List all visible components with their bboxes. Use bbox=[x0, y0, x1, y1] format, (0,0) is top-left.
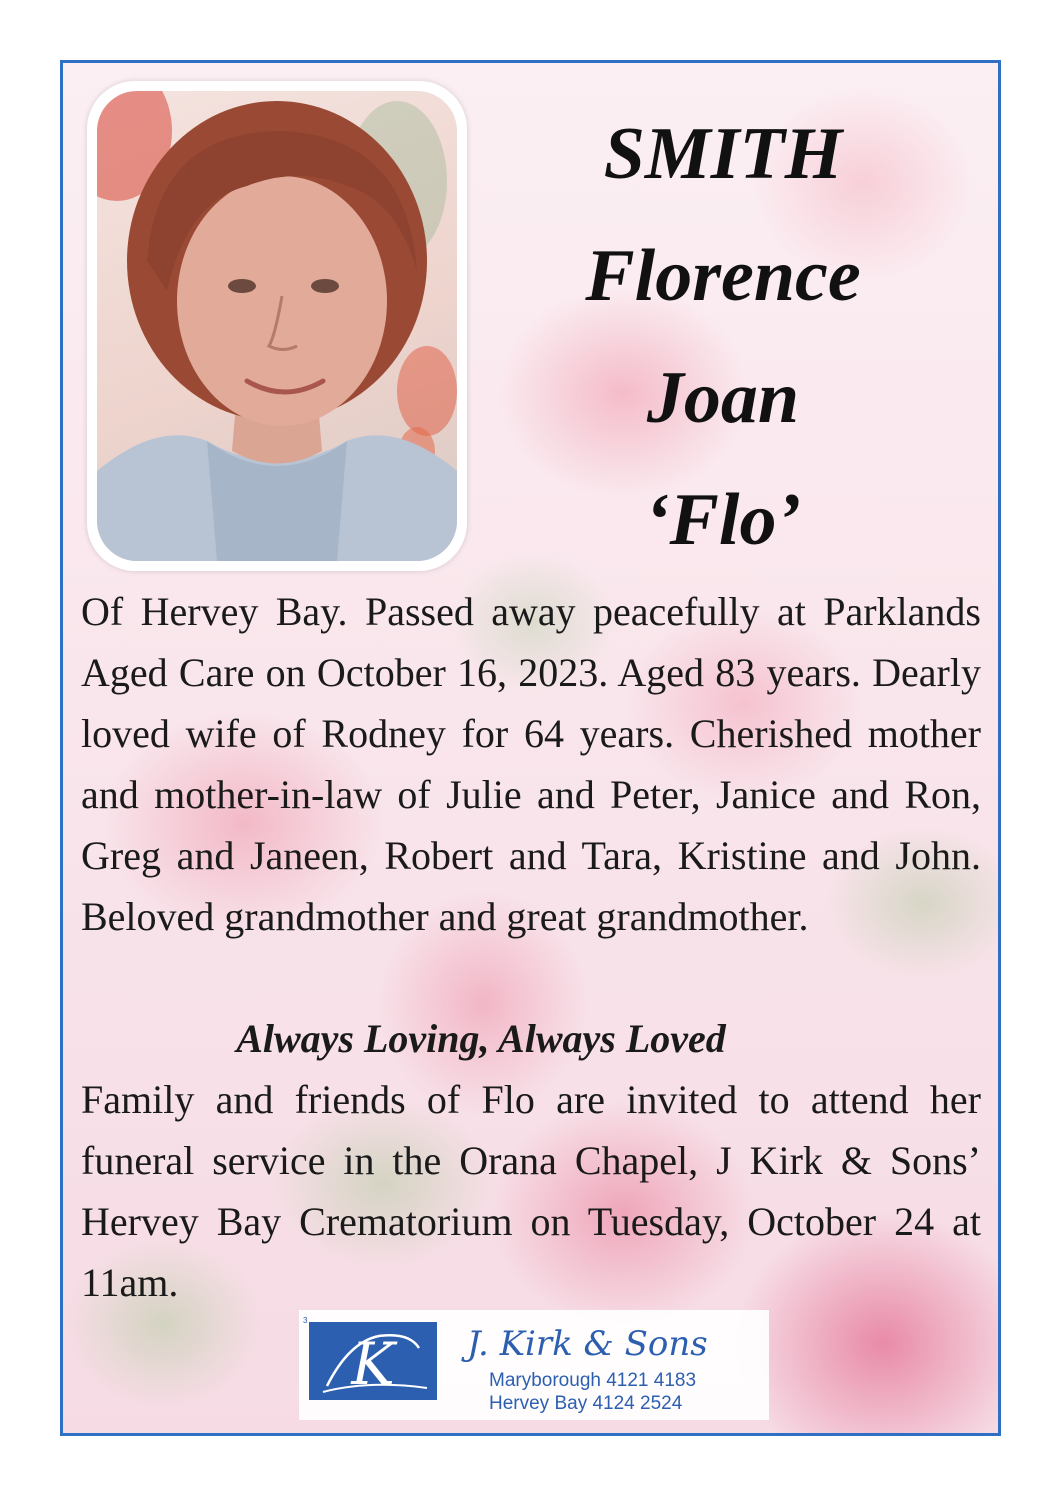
notice-frame bbox=[60, 60, 1001, 1436]
logo-tiny-mark: 3 bbox=[303, 1316, 308, 1325]
portrait-photo-frame bbox=[87, 81, 467, 571]
first-name: Florence bbox=[585, 235, 861, 317]
tagline: Always Loving, Always Loved bbox=[236, 1016, 726, 1061]
kirk-logo-emblem bbox=[309, 1322, 437, 1400]
maryborough-phone: Maryborough 4121 4183 bbox=[489, 1370, 697, 1391]
middle-name: Joan bbox=[646, 357, 800, 439]
portrait-illustration bbox=[97, 91, 457, 561]
funeral-director-name: J. Kirk & Sons bbox=[467, 1324, 708, 1364]
portrait-photo bbox=[97, 91, 457, 561]
nickname: ‘Flo’ bbox=[644, 479, 802, 561]
funeral-director-logo bbox=[299, 1310, 769, 1420]
logo-letter: K bbox=[351, 1330, 395, 1398]
funeral-service-paragraph: Family and friends of Flo are invited to attend her funeral service in the Orana Chapel, J Kirk & Sons’ Hervey Bay Crematorium on Tuesday, October 24 at 11am. bbox=[81, 1077, 981, 1305]
hervey-bay-phone: Hervey Bay 4124 2524 bbox=[489, 1393, 683, 1414]
surname: SMITH bbox=[603, 113, 843, 195]
deceased-name-block bbox=[493, 93, 953, 581]
death-notice-paragraph: Of Hervey Bay. Passed away peacefully at Parklands Aged Care on October 16, 2023. Aged 83 years. Dearly loved wife of Rodney for 64 years. Cherished mother and mother-in-law of Julie and Peter, Janice and Ron, Greg and Janeen, Robert and Tara, Kristine and John. Beloved grandmother and great grandmother. bbox=[81, 589, 981, 939]
